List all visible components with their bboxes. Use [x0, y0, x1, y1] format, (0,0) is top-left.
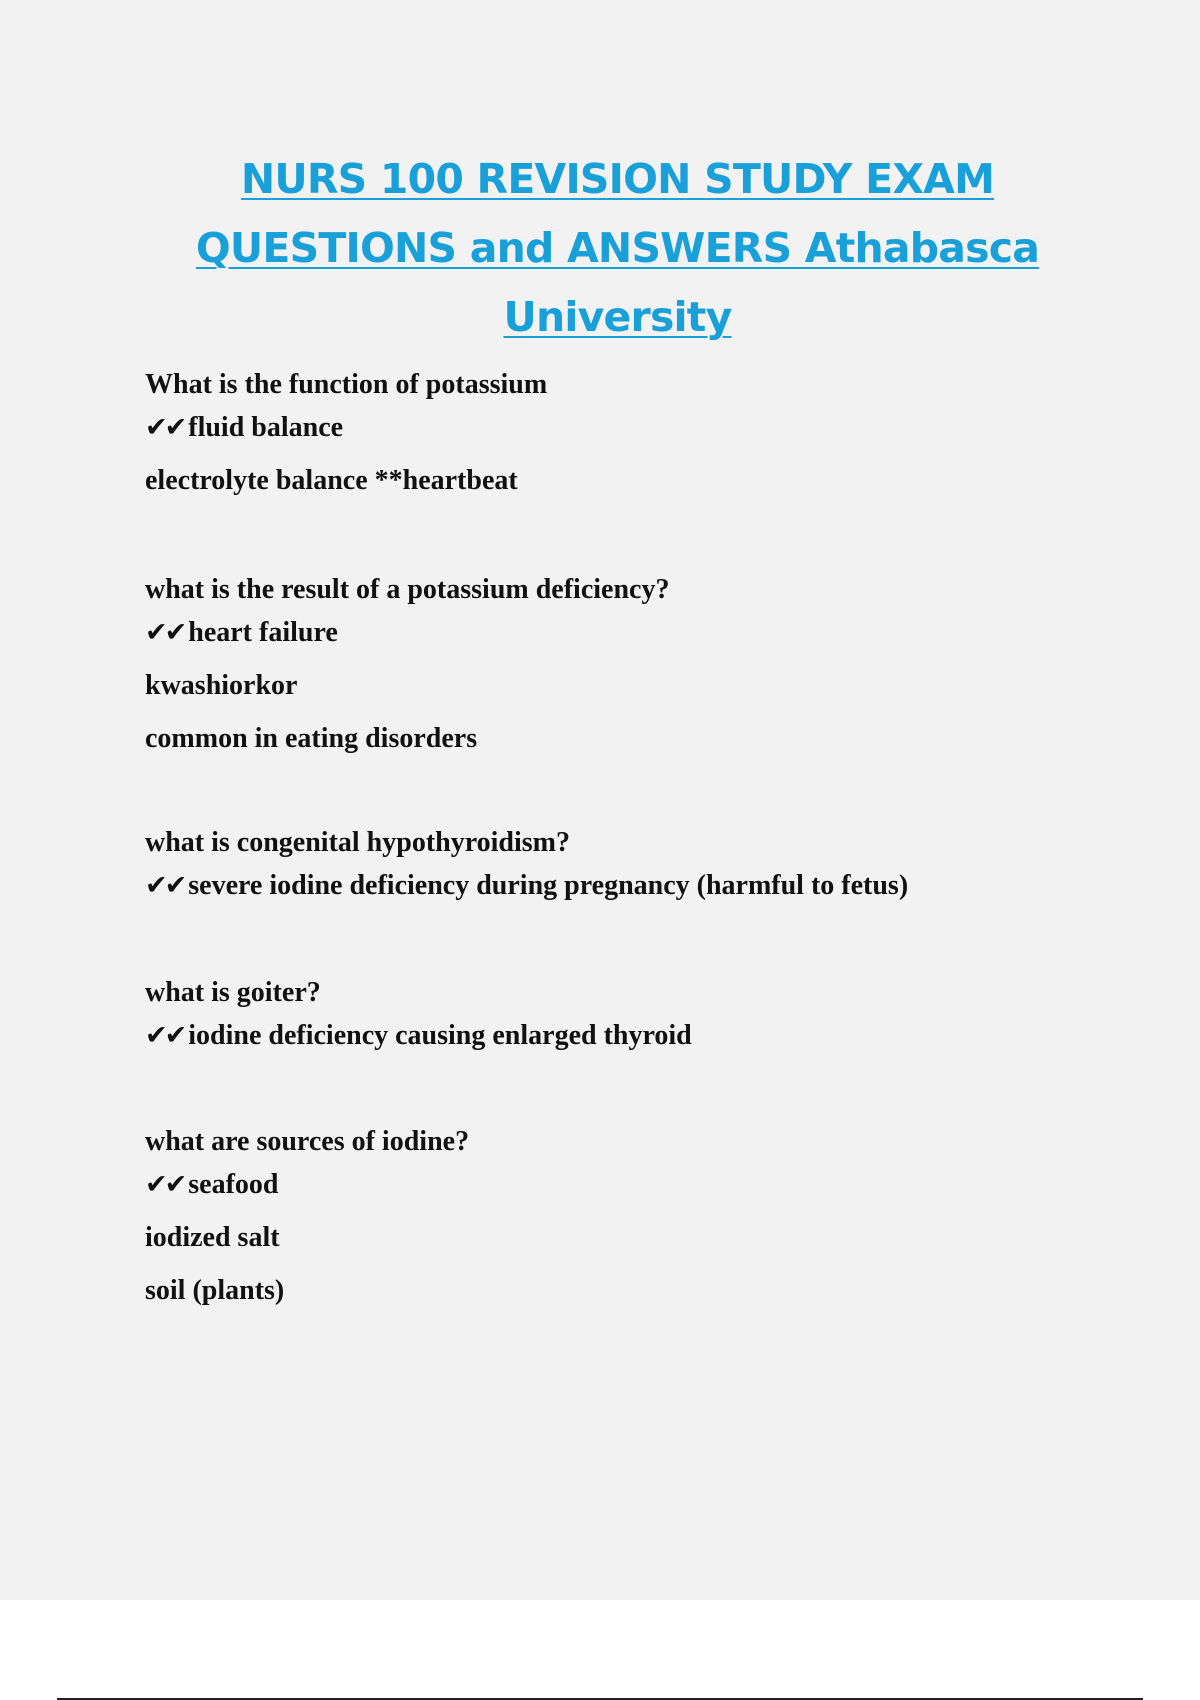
answer-2-line-3: common in eating disorders [145, 723, 478, 754]
answer-5-line-3: soil (plants) [145, 1275, 285, 1306]
question-3: what is congenital hypothyroidism? [145, 827, 570, 858]
question-5: what are sources of iodine? [145, 1126, 470, 1157]
double-check-icon: ✔✔ [145, 617, 185, 648]
answer-text: fluid balance [188, 412, 344, 443]
qa-block-3 [145, 821, 1145, 917]
answer-text: heart failure [188, 617, 338, 648]
question-4: what is goiter? [145, 977, 321, 1008]
qa-block-1 [145, 363, 1145, 512]
answer-5-line-2: iodized salt [145, 1222, 280, 1253]
answer-1-line-1 [145, 406, 1145, 459]
answer-2-line-1 [145, 611, 1145, 664]
double-check-icon: ✔✔ [145, 412, 185, 443]
double-check-icon: ✔✔ [145, 1169, 185, 1200]
document-title [150, 145, 1085, 352]
qa-block-2 [145, 568, 1145, 770]
answer-2-line-2: kwashiorkor [145, 670, 298, 701]
answer-4-line-1 [145, 1014, 1145, 1067]
document-title-text: NURS 100 REVISION STUDY EXAM QUESTIONS and ANSWERS Athabasca University [195, 155, 1040, 341]
qa-block-5 [145, 1120, 1145, 1322]
answer-text: seafood [188, 1169, 279, 1200]
question-1: What is the function of potassium [145, 369, 548, 400]
double-check-icon: ✔✔ [145, 870, 185, 901]
answer-text: severe iodine deficiency during pregnancy (harmful to fetus) [188, 870, 909, 901]
qa-block-4 [145, 971, 1145, 1067]
answer-5-line-1 [145, 1163, 1145, 1216]
double-check-icon: ✔✔ [145, 1020, 185, 1051]
answer-1-line-2: electrolyte balance **heartbeat [145, 465, 518, 496]
question-2: what is the result of a potassium deficiency? [145, 574, 670, 605]
answer-3-line-1 [145, 864, 1145, 917]
answer-text: iodine deficiency causing enlarged thyroid [188, 1020, 692, 1051]
